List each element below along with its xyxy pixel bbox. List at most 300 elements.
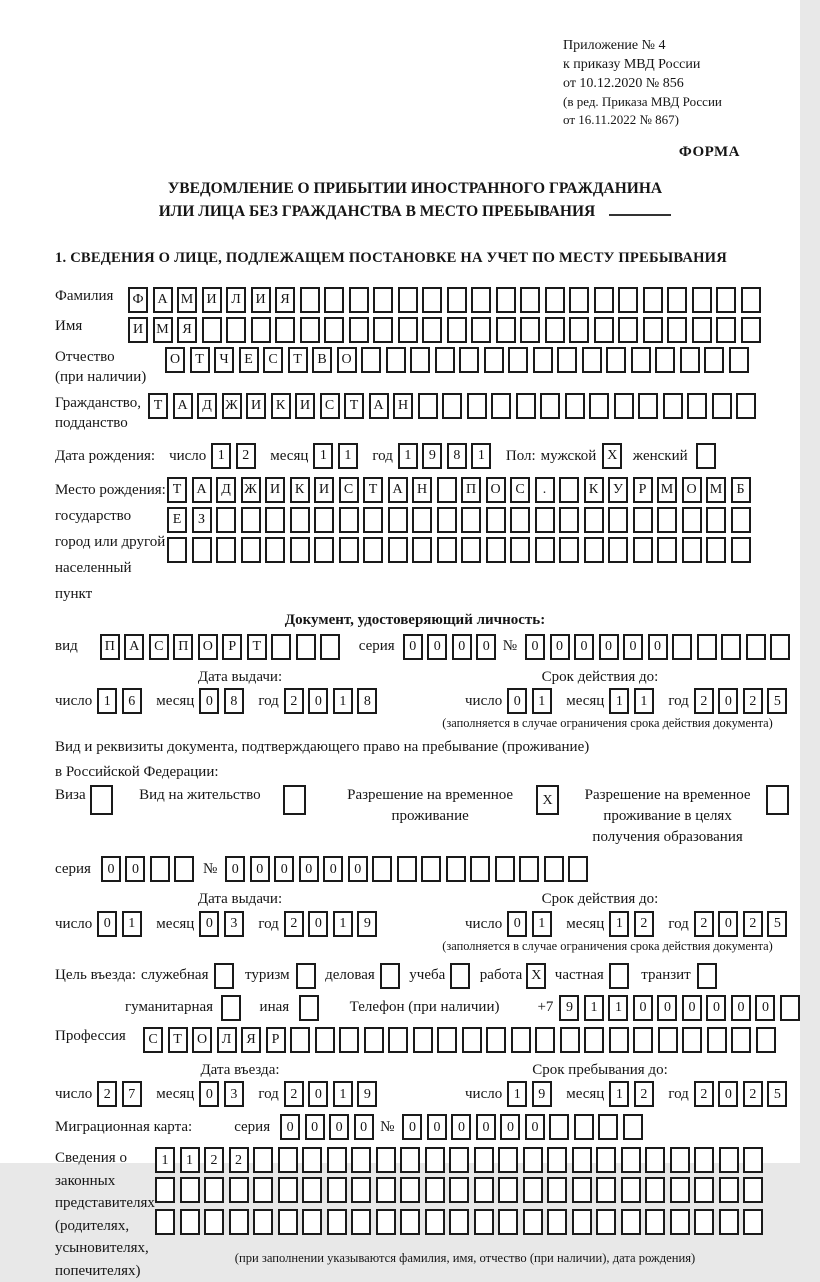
char-cell[interactable]: 0 [280,1114,300,1140]
char-cell[interactable] [540,393,560,419]
char-cell[interactable] [716,317,736,343]
char-cell[interactable]: Е [239,347,259,373]
char-cell[interactable]: 1 [180,1147,200,1173]
char-cell[interactable] [461,537,481,563]
char-cell[interactable]: Т [247,634,267,660]
char-cell[interactable] [410,347,430,373]
char-cell[interactable] [498,1177,518,1203]
char-cell[interactable] [633,1027,653,1053]
char-cell[interactable] [290,507,310,533]
char-cell[interactable]: Ж [222,393,242,419]
char-cell[interactable]: 0 [199,1081,219,1107]
char-cell[interactable] [614,393,634,419]
char-cell[interactable]: К [271,393,291,419]
char-cell[interactable]: 0 [402,1114,422,1140]
char-cell[interactable]: Р [222,634,242,660]
char-cell[interactable] [589,393,609,419]
char-cell[interactable]: Т [148,393,168,419]
char-cell[interactable] [594,317,614,343]
char-cell[interactable]: 2 [236,443,256,469]
char-cell[interactable] [569,287,589,313]
char-cell[interactable] [569,317,589,343]
char-cell[interactable] [643,317,663,343]
char-cell[interactable] [363,537,383,563]
char-cell[interactable] [667,317,687,343]
char-cell[interactable]: И [295,393,315,419]
char-cell[interactable] [421,856,441,882]
char-cell[interactable] [520,287,540,313]
char-cell[interactable]: 0 [101,856,121,882]
char-cell[interactable]: 0 [452,634,472,660]
char-cell[interactable] [437,1027,457,1053]
char-cell[interactable]: 0 [403,634,423,660]
char-cell[interactable] [594,287,614,313]
char-cell[interactable]: 1 [155,1147,175,1173]
char-cell[interactable] [621,1147,641,1173]
char-cell[interactable] [180,1177,200,1203]
char-cell[interactable] [523,1177,543,1203]
char-cell[interactable]: 2 [694,1081,714,1107]
char-cell[interactable] [253,1147,273,1173]
char-cell[interactable] [519,856,539,882]
char-cell[interactable]: 0 [451,1114,471,1140]
char-cell[interactable] [216,537,236,563]
char-cell[interactable]: А [369,393,389,419]
char-cell[interactable] [447,287,467,313]
char-cell[interactable]: 0 [648,634,668,660]
char-cell[interactable] [574,1114,594,1140]
char-cell[interactable] [523,1147,543,1173]
char-cell[interactable]: 2 [634,911,654,937]
char-cell[interactable] [667,287,687,313]
char-cell[interactable] [706,537,726,563]
char-cell[interactable]: 2 [694,911,714,937]
char-cell[interactable] [253,1177,273,1203]
char-cell[interactable] [692,287,712,313]
char-cell[interactable] [327,1177,347,1203]
char-cell[interactable] [520,317,540,343]
char-cell[interactable]: Т [344,393,364,419]
char-cell[interactable]: П [100,634,120,660]
char-cell[interactable]: 0 [718,688,738,714]
checkbox-cell[interactable] [221,995,241,1021]
char-cell[interactable]: 2 [743,688,763,714]
char-cell[interactable] [643,287,663,313]
char-cell[interactable] [618,317,638,343]
char-cell[interactable] [623,1114,643,1140]
char-cell[interactable] [398,287,418,313]
char-cell[interactable]: 5 [767,688,787,714]
char-cell[interactable] [697,634,717,660]
char-cell[interactable] [459,347,479,373]
char-cell[interactable] [618,287,638,313]
char-cell[interactable] [229,1177,249,1203]
char-cell[interactable] [486,507,506,533]
char-cell[interactable]: С [339,477,359,503]
char-cell[interactable] [719,1147,739,1173]
char-cell[interactable]: 1 [313,443,333,469]
char-cell[interactable] [435,347,455,373]
char-cell[interactable] [474,1147,494,1173]
char-cell[interactable] [680,347,700,373]
char-cell[interactable]: 8 [447,443,467,469]
char-cell[interactable] [544,856,564,882]
char-cell[interactable] [731,537,751,563]
char-cell[interactable] [568,856,588,882]
char-cell[interactable]: Д [197,393,217,419]
char-cell[interactable]: 9 [532,1081,552,1107]
char-cell[interactable] [621,1209,641,1235]
char-cell[interactable] [449,1209,469,1235]
char-cell[interactable] [491,393,511,419]
char-cell[interactable]: А [192,477,212,503]
char-cell[interactable]: 1 [507,1081,527,1107]
char-cell[interactable] [351,1147,371,1173]
char-cell[interactable] [447,317,467,343]
char-cell[interactable] [663,393,683,419]
char-cell[interactable] [361,347,381,373]
char-cell[interactable]: К [290,477,310,503]
checkbox-cell[interactable] [380,963,400,989]
char-cell[interactable]: 0 [500,1114,520,1140]
checkbox-cell[interactable] [214,963,234,989]
char-cell[interactable] [300,287,320,313]
char-cell[interactable] [373,287,393,313]
char-cell[interactable] [741,317,761,343]
char-cell[interactable] [687,393,707,419]
char-cell[interactable]: 9 [559,995,579,1021]
char-cell[interactable] [442,393,462,419]
char-cell[interactable] [535,1027,555,1053]
char-cell[interactable]: А [153,287,173,313]
char-cell[interactable] [253,1209,273,1235]
char-cell[interactable]: А [388,477,408,503]
char-cell[interactable] [655,347,675,373]
char-cell[interactable] [672,634,692,660]
char-cell[interactable] [226,317,246,343]
char-cell[interactable] [510,507,530,533]
char-cell[interactable]: 0 [305,1114,325,1140]
char-cell[interactable] [278,1177,298,1203]
char-cell[interactable]: 9 [422,443,442,469]
char-cell[interactable] [657,537,677,563]
char-cell[interactable] [498,1147,518,1173]
char-cell[interactable]: 5 [767,911,787,937]
char-cell[interactable] [535,507,555,533]
char-cell[interactable] [670,1147,690,1173]
char-cell[interactable] [731,507,751,533]
char-cell[interactable] [192,537,212,563]
char-cell[interactable]: 7 [122,1081,142,1107]
char-cell[interactable] [376,1209,396,1235]
char-cell[interactable] [638,393,658,419]
char-cell[interactable] [320,634,340,660]
char-cell[interactable] [351,1177,371,1203]
char-cell[interactable] [682,1027,702,1053]
char-cell[interactable]: 5 [767,1081,787,1107]
checkbox-cell[interactable] [90,785,113,815]
char-cell[interactable] [398,317,418,343]
char-cell[interactable]: 1 [333,688,353,714]
char-cell[interactable] [516,393,536,419]
char-cell[interactable]: Р [633,477,653,503]
char-cell[interactable] [645,1177,665,1203]
char-cell[interactable] [694,1209,714,1235]
char-cell[interactable] [204,1209,224,1235]
char-cell[interactable] [324,287,344,313]
char-cell[interactable] [314,537,334,563]
char-cell[interactable] [486,537,506,563]
char-cell[interactable] [167,537,187,563]
char-cell[interactable]: П [173,634,193,660]
char-cell[interactable]: 2 [229,1147,249,1173]
char-cell[interactable] [606,347,626,373]
char-cell[interactable] [609,1027,629,1053]
char-cell[interactable] [471,287,491,313]
char-cell[interactable] [716,287,736,313]
char-cell[interactable]: И [314,477,334,503]
char-cell[interactable]: З [192,507,212,533]
char-cell[interactable] [670,1177,690,1203]
char-cell[interactable]: 9 [357,1081,377,1107]
char-cell[interactable]: С [143,1027,163,1053]
checkbox-cell[interactable]: X [536,785,559,815]
checkbox-cell[interactable] [697,963,717,989]
char-cell[interactable] [584,537,604,563]
char-cell[interactable] [425,1209,445,1235]
char-cell[interactable]: 3 [224,1081,244,1107]
char-cell[interactable]: 2 [634,1081,654,1107]
char-cell[interactable] [719,1177,739,1203]
char-cell[interactable] [572,1177,592,1203]
char-cell[interactable]: 1 [634,688,654,714]
char-cell[interactable] [743,1147,763,1173]
char-cell[interactable] [598,1114,618,1140]
char-cell[interactable]: 0 [329,1114,349,1140]
char-cell[interactable]: С [510,477,530,503]
char-cell[interactable] [511,1027,531,1053]
char-cell[interactable] [572,1147,592,1173]
checkbox-cell[interactable] [283,785,306,815]
char-cell[interactable] [422,317,442,343]
char-cell[interactable] [339,1027,359,1053]
char-cell[interactable] [496,317,516,343]
char-cell[interactable] [547,1209,567,1235]
char-cell[interactable] [584,1027,604,1053]
char-cell[interactable]: И [251,287,271,313]
char-cell[interactable] [545,317,565,343]
char-cell[interactable] [719,1209,739,1235]
checkbox-cell[interactable]: X [526,963,546,989]
char-cell[interactable] [474,1177,494,1203]
char-cell[interactable]: Я [275,287,295,313]
char-cell[interactable] [706,507,726,533]
char-cell[interactable] [596,1177,616,1203]
char-cell[interactable] [467,393,487,419]
char-cell[interactable] [265,507,285,533]
char-cell[interactable]: 8 [224,688,244,714]
char-cell[interactable] [314,507,334,533]
char-cell[interactable] [202,317,222,343]
char-cell[interactable] [484,347,504,373]
char-cell[interactable]: 2 [284,688,304,714]
char-cell[interactable]: 0 [507,911,527,937]
char-cell[interactable]: М [153,317,173,343]
checkbox-cell[interactable]: X [602,443,622,469]
checkbox-cell[interactable] [696,443,716,469]
char-cell[interactable] [449,1177,469,1203]
char-cell[interactable] [290,1027,310,1053]
char-cell[interactable] [756,1027,776,1053]
char-cell[interactable]: 0 [550,634,570,660]
char-cell[interactable]: М [177,287,197,313]
char-cell[interactable]: 6 [122,688,142,714]
char-cell[interactable]: 0 [507,688,527,714]
char-cell[interactable] [372,856,392,882]
char-cell[interactable] [400,1209,420,1235]
char-cell[interactable] [418,393,438,419]
char-cell[interactable] [486,1027,506,1053]
char-cell[interactable]: 0 [299,856,319,882]
char-cell[interactable] [376,1147,396,1173]
char-cell[interactable] [351,1209,371,1235]
char-cell[interactable] [413,1027,433,1053]
char-cell[interactable] [425,1147,445,1173]
char-cell[interactable] [495,856,515,882]
char-cell[interactable] [533,347,553,373]
char-cell[interactable] [437,507,457,533]
char-cell[interactable] [422,287,442,313]
char-cell[interactable]: 0 [682,995,702,1021]
char-cell[interactable]: Т [363,477,383,503]
char-cell[interactable]: В [312,347,332,373]
char-cell[interactable] [712,393,732,419]
char-cell[interactable] [557,347,577,373]
char-cell[interactable] [549,1114,569,1140]
char-cell[interactable] [412,507,432,533]
char-cell[interactable] [349,287,369,313]
char-cell[interactable] [363,507,383,533]
char-cell[interactable]: 0 [476,634,496,660]
char-cell[interactable] [302,1209,322,1235]
char-cell[interactable] [682,507,702,533]
char-cell[interactable]: 1 [122,911,142,937]
char-cell[interactable] [682,537,702,563]
char-cell[interactable]: 0 [323,856,343,882]
char-cell[interactable] [155,1209,175,1235]
char-cell[interactable] [327,1147,347,1173]
char-cell[interactable] [425,1177,445,1203]
char-cell[interactable] [376,1177,396,1203]
char-cell[interactable]: С [320,393,340,419]
char-cell[interactable] [271,634,291,660]
char-cell[interactable]: 0 [718,1081,738,1107]
char-cell[interactable]: 0 [525,1114,545,1140]
char-cell[interactable]: Е [167,507,187,533]
char-cell[interactable] [621,1177,641,1203]
char-cell[interactable] [474,1209,494,1235]
char-cell[interactable]: 1 [333,1081,353,1107]
char-cell[interactable] [743,1177,763,1203]
char-cell[interactable] [608,537,628,563]
char-cell[interactable] [743,1209,763,1235]
char-cell[interactable]: Т [167,477,187,503]
char-cell[interactable] [327,1209,347,1235]
char-cell[interactable] [692,317,712,343]
char-cell[interactable] [437,477,457,503]
char-cell[interactable]: А [173,393,193,419]
char-cell[interactable]: 0 [657,995,677,1021]
char-cell[interactable] [437,537,457,563]
char-cell[interactable] [446,856,466,882]
char-cell[interactable]: 2 [284,1081,304,1107]
checkbox-cell[interactable] [450,963,470,989]
char-cell[interactable]: 0 [427,634,447,660]
char-cell[interactable] [631,347,651,373]
char-cell[interactable]: . [535,477,555,503]
char-cell[interactable] [412,537,432,563]
char-cell[interactable]: 2 [97,1081,117,1107]
char-cell[interactable] [560,1027,580,1053]
char-cell[interactable] [584,507,604,533]
char-cell[interactable]: А [124,634,144,660]
char-cell[interactable] [471,317,491,343]
char-cell[interactable] [731,1027,751,1053]
char-cell[interactable]: 1 [338,443,358,469]
char-cell[interactable] [470,856,490,882]
char-cell[interactable]: Л [226,287,246,313]
char-cell[interactable] [658,1027,678,1053]
char-cell[interactable]: 0 [308,688,328,714]
char-cell[interactable]: И [128,317,148,343]
char-cell[interactable] [645,1209,665,1235]
char-cell[interactable]: 2 [743,911,763,937]
char-cell[interactable]: У [608,477,628,503]
char-cell[interactable] [657,507,677,533]
char-cell[interactable] [180,1209,200,1235]
char-cell[interactable]: Я [241,1027,261,1053]
char-cell[interactable] [547,1147,567,1173]
char-cell[interactable]: 0 [718,911,738,937]
char-cell[interactable] [572,1209,592,1235]
char-cell[interactable] [275,317,295,343]
char-cell[interactable] [388,537,408,563]
char-cell[interactable] [324,317,344,343]
char-cell[interactable] [449,1147,469,1173]
char-cell[interactable] [508,347,528,373]
char-cell[interactable]: М [657,477,677,503]
char-cell[interactable]: 0 [274,856,294,882]
char-cell[interactable]: 1 [333,911,353,937]
char-cell[interactable] [241,537,261,563]
char-cell[interactable]: 0 [354,1114,374,1140]
char-cell[interactable]: И [265,477,285,503]
char-cell[interactable]: Т [190,347,210,373]
char-cell[interactable] [174,856,194,882]
char-cell[interactable]: Н [412,477,432,503]
char-cell[interactable]: 1 [609,1081,629,1107]
char-cell[interactable] [633,507,653,533]
char-cell[interactable]: Т [288,347,308,373]
char-cell[interactable] [388,507,408,533]
char-cell[interactable] [545,287,565,313]
char-cell[interactable]: 0 [427,1114,447,1140]
char-cell[interactable]: Ф [128,287,148,313]
char-cell[interactable] [278,1147,298,1173]
char-cell[interactable]: 0 [348,856,368,882]
char-cell[interactable]: 1 [398,443,418,469]
char-cell[interactable] [397,856,417,882]
